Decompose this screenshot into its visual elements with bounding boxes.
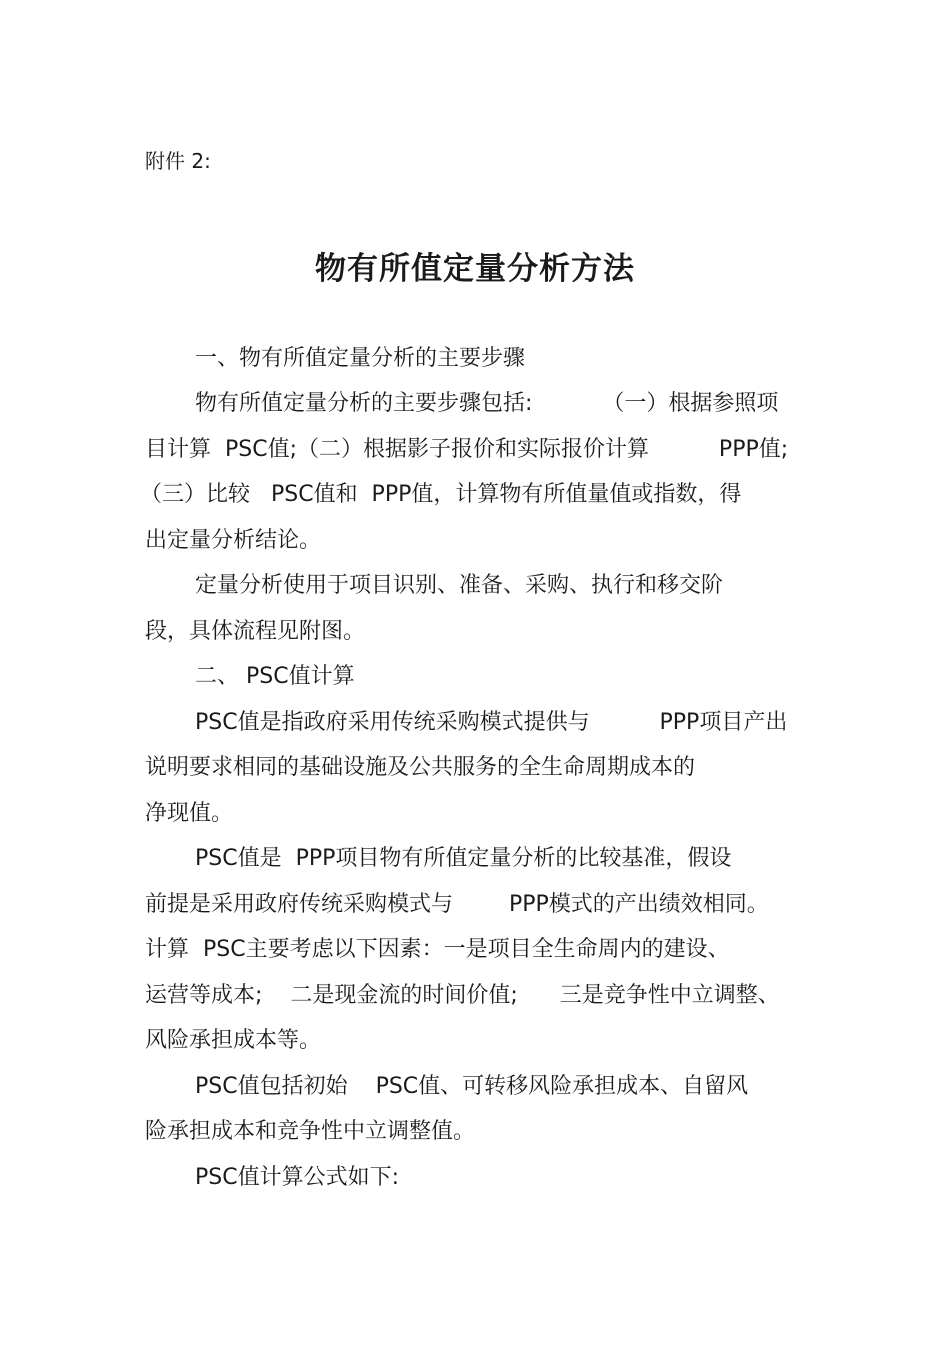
paragraph-line: 定量分析使用于项目识别、准备、采购、执行和移交阶 (195, 573, 724, 598)
paragraph-line: PSC值计算公式如下: (195, 1165, 400, 1190)
paragraph-line: 出定量分析结论。 (145, 528, 322, 553)
paragraph-line: （三）比较 PSC值和 PPP值，计算物有所值量值或指数，得 (140, 482, 742, 507)
paragraph-line: 前提是采用政府传统采购模式与 PPP模式的产出绩效相同。 (145, 892, 769, 917)
paragraph-line: 段，具体流程见附图。 (145, 619, 366, 644)
paragraph-line: 净现值。 (145, 801, 234, 826)
paragraph-line: 物有所值定量分析的主要步骤包括: （一）根据参照项 (195, 391, 779, 416)
paragraph-line: 风险承担成本等。 (145, 1028, 322, 1053)
paragraph-line: 目计算 PSC值;（二）根据影子报价和实际报价计算 PPP值; (145, 437, 789, 462)
paragraph-line: 计算 PSC主要考虑以下因素：一是项目全生命周内的建设、 (145, 937, 730, 962)
paragraph-line: 说明要求相同的基础设施及公共服务的全生命周期成本的 (145, 755, 696, 780)
paragraph-line: 险承担成本和竞争性中立调整值。 (145, 1119, 476, 1144)
paragraph-line: PSC值是 PPP项目物有所值定量分析的比较基准，假设 (195, 846, 732, 871)
section-heading-2: 二、 PSC值计算 (195, 664, 355, 689)
paragraph-line: PSC值是指政府采用传统采购模式提供与 PPP项目产出 (195, 710, 788, 735)
document-title: 物有所值定量分析方法 (315, 251, 635, 287)
paragraph-line: PSC值包括初始 PSC值、可转移风险承担成本、自留风 (195, 1074, 749, 1099)
section-heading-1: 一、物有所值定量分析的主要步骤 (195, 346, 526, 371)
paragraph-line: 运营等成本; 二是现金流的时间价值; 三是竞争性中立调整、 (145, 983, 780, 1008)
attachment-label: 附件 2: (145, 149, 211, 173)
